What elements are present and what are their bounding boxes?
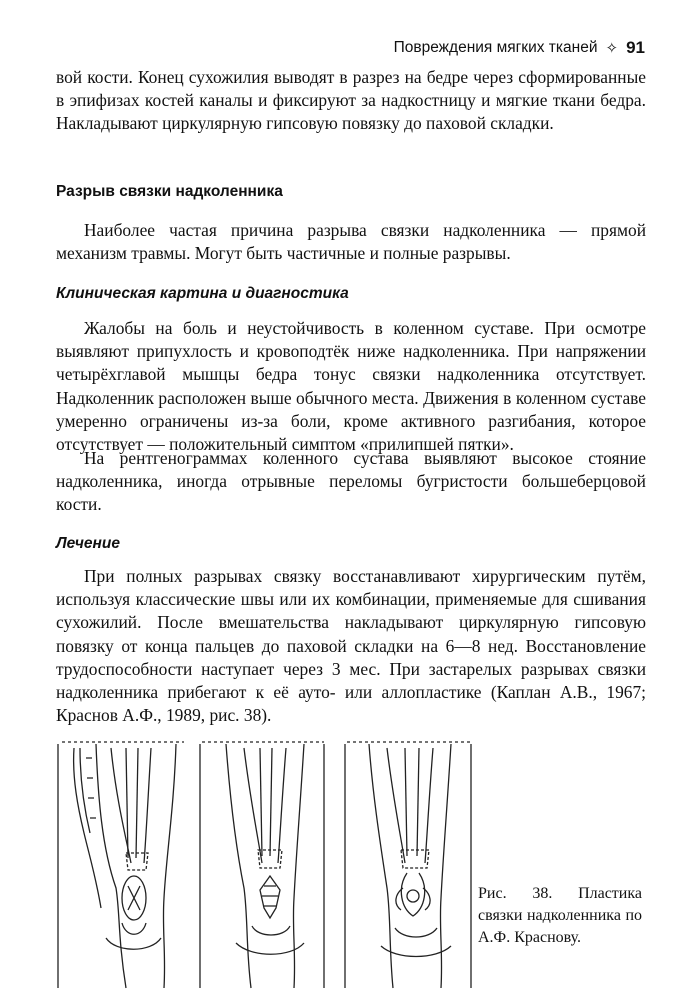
knee-panel-2: [200, 742, 324, 988]
paragraph-treatment: При полных разрывах связку восстанавливают хирургическим путём, используя классические швы или их комбинации, применяемые для сшивания сухожилий. После вмешательства накладывают циркулярную гипсовую повязку от конца пальцев до паховой складки на 6—8 нед. Восстановление трудоспособности наступает через 3 мес. При застарелых разрывах связки надколенника прибегают к её ауто- или аллопластике (Каплан А.В., 1967; Краснов А.Ф., 1989, рис. 38).: [56, 566, 646, 726]
running-head: [394, 38, 645, 58]
subheading-treatment: Лечение: [56, 535, 120, 552]
diamond-icon: ✧: [605, 40, 619, 57]
paragraph-section-intro: Наиболее частая причина разрыва связки надколенника — прямой механизм травмы. Могут быть частичные и полные разрывы.: [56, 220, 646, 264]
paragraph-continuation: вой кости. Конец сухожилия выводят в разрез на бедре через сформированные в эпифизах костей каналы и фиксируют за надкостницу и мягкие ткани бедра. Накладывают циркулярную гипсовую повязку до паховой складки.: [56, 67, 646, 134]
paragraph-clinical-1: Жалобы на боль и неустойчивость в коленном суставе. При осмотре выявляют припухлость и кровоподтёк ниже надколенника. При напряжении четырёхглавой мышцы бедра тонус связки надколенника отсутствует. Надколенник расположен выше обычного места. Движения в коленном суставе умеренно ограничены из-за боли, кроме активного разгибания, которое отсутствует — положительный симптом «прилипшей пятки».: [56, 318, 646, 455]
figure-caption: Рис. 38. Пластика связки надколенника по А.Ф. Краснову.: [478, 885, 642, 946]
section-heading: Разрыв связки надколенника: [56, 183, 283, 200]
page-number: 91: [626, 38, 645, 57]
figure-knee-plasty: [56, 738, 476, 990]
knee-panel-1: [58, 742, 184, 988]
running-title: Повреждения мягких тканей: [393, 39, 598, 56]
paragraph-clinical-2: На рентгенограммах коленного сустава выявляют высокое стояние надколенника, иногда отрывные переломы бугристости большеберцовой кости.: [56, 448, 646, 515]
knee-illustration: [56, 738, 476, 990]
knee-panel-3: [345, 742, 473, 988]
subheading-clinical: Клиническая картина и диагностика: [56, 285, 349, 302]
